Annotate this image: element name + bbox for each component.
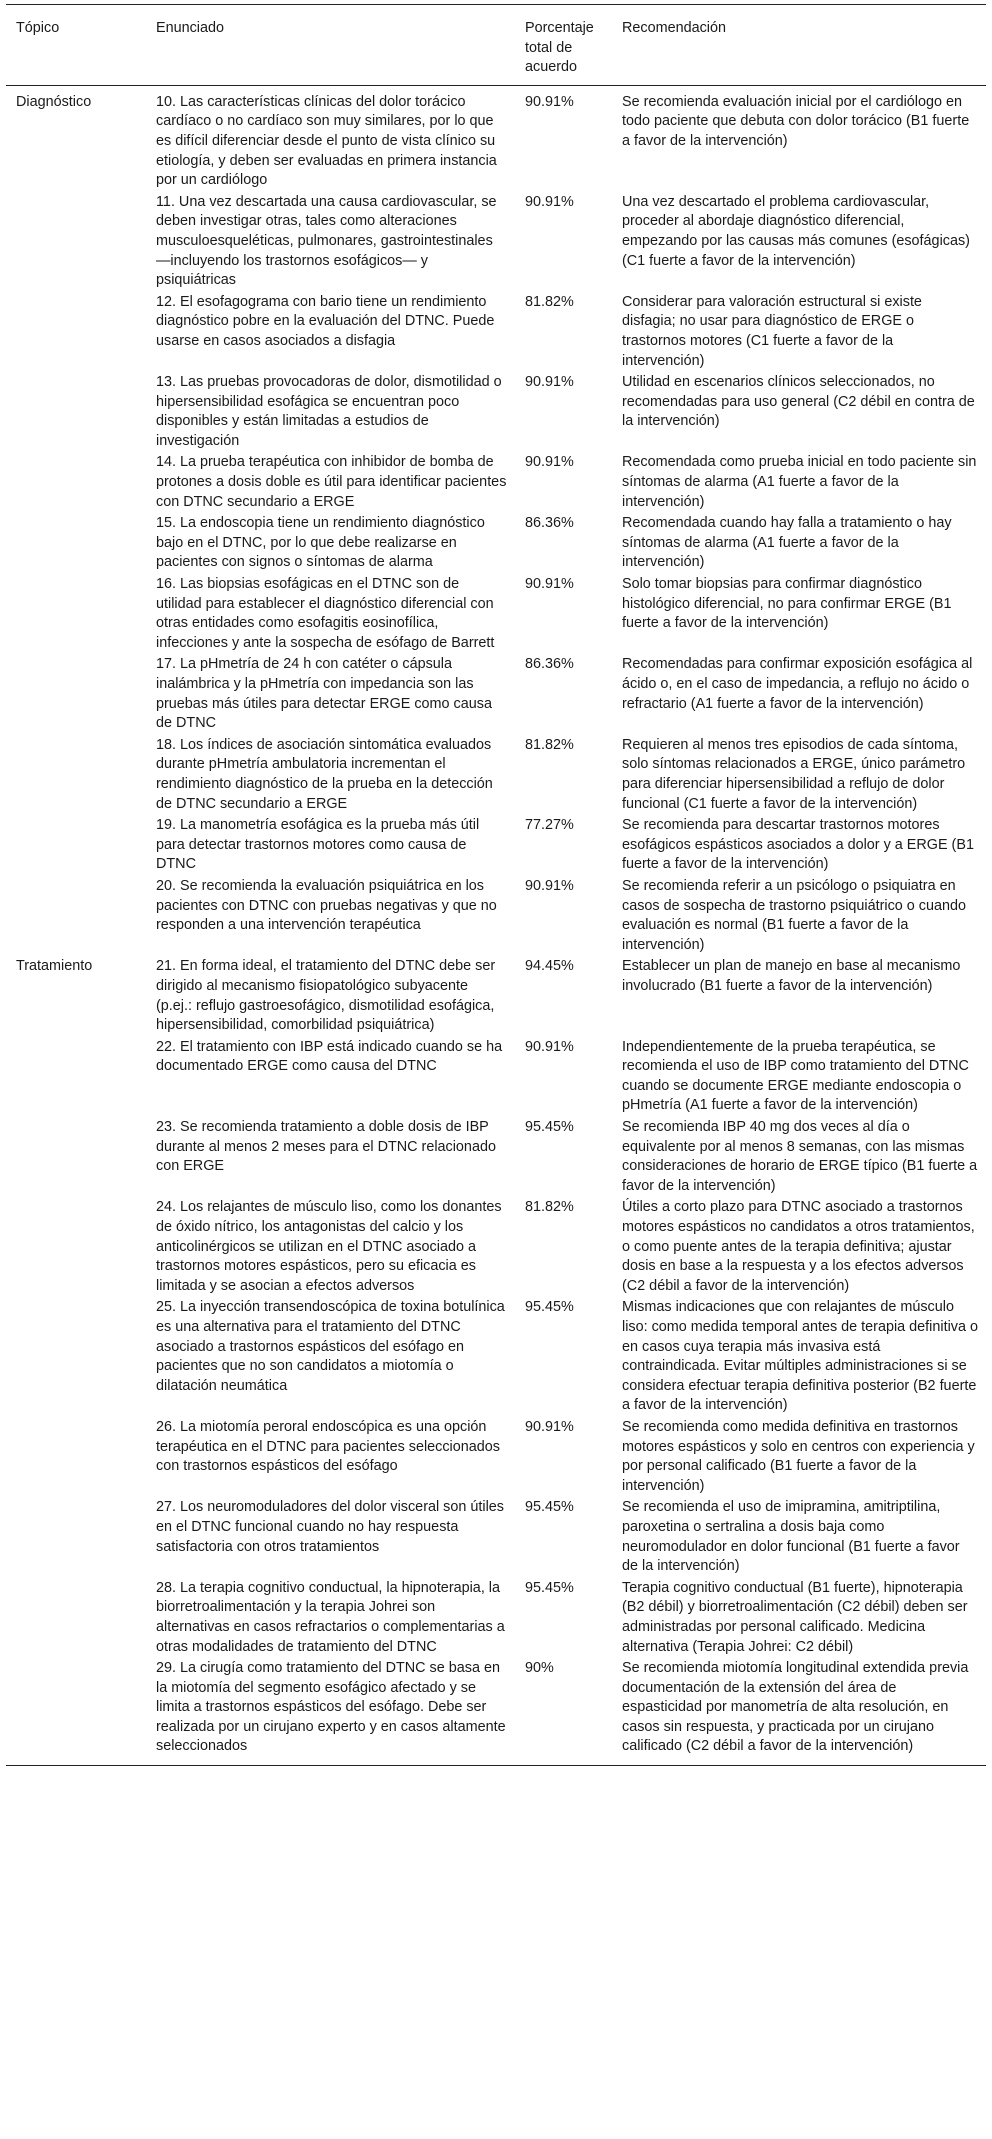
table-row — [6, 1497, 986, 1577]
cell-recommendation: Mismas indicaciones que con relajantes de músculo liso: como medida temporal antes de terapia definitiva o en casos cuya terapia más invasiva está contraindicada. Evitar múltiples administraciones si se considera efectuar terapia definitiva posterior (B2 fuerte a favor de la intervención) — [622, 1299, 978, 1414]
table-row — [6, 372, 986, 452]
cell-agreement: 95.45% — [525, 1299, 574, 1316]
cell-recommendation: Se recomienda el uso de imipramina, amitriptilina, paroxetina o sertralina a dosis baja como neuromodulador en dolor funcional (B1 fuerte a favor de la intervención) — [622, 1499, 960, 1575]
cell-statement: 13. Las pruebas provocadoras de dolor, dismotilidad o hipersensibilidad esofágica se encuentran poco disponibles y están limitadas a estudios de investigación — [156, 374, 502, 449]
cell-topic — [6, 372, 146, 452]
cell-topic — [6, 1417, 146, 1497]
cell-topic — [6, 192, 146, 292]
cell-statement: 28. La terapia cognitivo conductual, la hipnoterapia, la biorretroalimentación y la terapia Johrei son alternativas en casos refractarios o complementarias a otras modalidades de tratamiento del DTNC — [156, 1579, 505, 1655]
cell-recommendation: Recomendada como prueba inicial en todo paciente sin síntomas de alarma (A1 fuerte a favor de la intervención) — [622, 454, 977, 510]
cell-agreement: 90% — [515, 1658, 612, 1765]
cell-agreement: 81.82% — [525, 736, 574, 753]
cell-statement: 10. Las características clínicas del dolor torácico cardíaco o no cardíaco son muy similares, por lo que es difícil diferenciar desde el punto de vista clínico su etiología, y deben ser evaluadas en primera instancia por un cardiólogo — [156, 93, 497, 189]
cell-recommendation: Se recomienda evaluación inicial por el cardiólogo en todo paciente que debuta con dolor torácico (B1 fuerte a favor de la intervención) — [622, 93, 970, 149]
cell-topic — [6, 292, 146, 372]
cell-agreement: 90.91% — [525, 374, 574, 391]
table-row — [6, 1297, 986, 1417]
cell-recommendation: Recomendadas para confirmar exposición esofágica al ácido o, en el caso de impedancia, a reflujo no ácido o refractario (A1 fuerte a favor de la intervención) — [622, 656, 973, 712]
header-row — [6, 5, 986, 86]
cell-topic: Diagnóstico — [16, 93, 92, 110]
table-row — [6, 956, 986, 1036]
cell-recommendation: Una vez descartado el problema cardiovascular, proceder al abordaje diagnóstico diferencial, empezando por las causas más comunes (esofágicas) (C1 fuerte a favor de la intervención) — [622, 193, 970, 269]
cell-statement: 22. El tratamiento con IBP está indicado cuando se ha documentado ERGE como causa del DTNC — [156, 1038, 503, 1075]
table-row — [6, 735, 986, 815]
cell-statement: 20. Se recomienda la evaluación psiquiátrica en los pacientes con DTNC con pruebas negativas y que no responden a una intervención terapéutica — [156, 877, 497, 934]
cell-agreement: 86.36% — [525, 656, 574, 673]
cell-statement: 26. La miotomía peroral endoscópica es una opción terapéutica en el DTNC para pacientes seleccionados con trastornos espásticos del esófago — [156, 1418, 500, 1475]
cell-recommendation: Útiles a corto plazo para DTNC asociado a trastornos motores espásticos no candidatos a otros tratamientos, o como puente antes de la terapia definitiva; ajustar dosis en base a la respuesta y a los efectos adversos (C2 débil a favor de la intervención) — [622, 1199, 975, 1294]
header-recommendation: Recomendación — [612, 5, 986, 86]
cell-recommendation: Solo tomar biopsias para confirmar diagnóstico histológico diferencial, no para confirmar ERGE (B1 fuerte a favor de la intervención) — [622, 576, 952, 632]
table-row — [6, 815, 986, 876]
table-row — [6, 1197, 986, 1297]
cell-recommendation: Se recomienda como medida definitiva en trastornos motores espásticos y solo en centros con experiencia y por personal calificado (B1 fuerte a favor de la intervención) — [622, 1418, 975, 1494]
cell-statement: 12. El esofagograma con bario tiene un rendimiento diagnóstico pobre en la evaluación del DTNC. Puede usarse en casos asociados a disfagia — [156, 293, 495, 349]
cell-statement: 15. La endoscopia tiene un rendimiento diagnóstico bajo en el DTNC, por lo que debe realizarse en pacientes con signos o síntomas de alarma — [156, 515, 485, 571]
cell-statement: 16. Las biopsias esofágicas en el DTNC son de utilidad para establecer el diagnóstico diferencial con otras entidades como esofagitis eosinofílica, infecciones y ante la sospecha de esófago de Barrett — [156, 576, 495, 651]
cell-topic — [6, 654, 146, 734]
table-row — [6, 1417, 986, 1497]
cell-topic — [6, 735, 146, 815]
cell-agreement: 90.91% — [525, 93, 574, 110]
header-agreement: Porcentaje total de acuerdo — [515, 5, 612, 86]
cell-recommendation: Se recomienda referir a un psicólogo o psiquiatra en casos de sospecha de trastorno psiquiátrico o cuando evaluación es normal (B1 fuerte a favor de la intervención) — [622, 877, 966, 953]
cell-agreement: 90.91% — [525, 1038, 574, 1055]
cell-agreement: 86.36% — [525, 515, 574, 532]
cell-recommendation: Considerar para valoración estructural si existe disfagia; no usar para diagnóstico de ERGE o trastornos motores (C1 fuerte a favor de la intervención) — [622, 293, 922, 369]
cell-agreement: 81.82% — [525, 1199, 574, 1216]
cell-statement: 25. La inyección transendoscópica de toxina botulínica es una alternativa para el tratamiento del DTNC asociado a trastornos espásticos del esófago en pacientes que no son candidatos a miotomía o dilatación neumática — [156, 1299, 505, 1394]
cell-agreement: 95.45% — [525, 1499, 574, 1516]
cell-topic: Tratamiento — [16, 958, 93, 975]
cell-statement: 19. La manometría esofágica es la prueba más útil para detectar trastornos motores como causa de DTNC — [156, 817, 480, 873]
table-row — [6, 452, 986, 513]
table-row — [6, 574, 986, 654]
table-row — [6, 654, 986, 734]
cell-agreement: 95.45% — [525, 1579, 574, 1596]
cell-topic — [6, 815, 146, 876]
cell-agreement: 81.82% — [525, 293, 574, 310]
cell-statement: 14. La prueba terapéutica con inhibidor de bomba de protones a dosis doble es útil para identificar pacientes con DTNC secundario a ERGE — [156, 454, 507, 510]
cell-recommendation: Se recomienda miotomía longitudinal extendida previa documentación de la extensión del área de espasticidad por manometría de alta resolución, en casos sin respuesta, y practicada por un cirujano calificado (C2 débil a favor de la intervención) — [612, 1658, 986, 1765]
cell-agreement: 94.45% — [525, 958, 574, 975]
table-row — [6, 1658, 986, 1765]
cell-recommendation: Establecer un plan de manejo en base al mecanismo involucrado (B1 fuerte a favor de la intervención) — [622, 958, 961, 994]
table-body — [6, 85, 986, 1765]
table-row — [6, 1578, 986, 1658]
header-topic: Tópico — [6, 5, 146, 86]
table-row — [6, 513, 986, 574]
cell-recommendation: Recomendada cuando hay falla a tratamiento o hay síntomas de alarma (A1 fuerte a favor de la intervención) — [622, 515, 952, 571]
cell-topic — [6, 574, 146, 654]
table-row — [6, 85, 986, 191]
cell-recommendation: Se recomienda IBP 40 mg dos veces al día o equivalente por al menos 8 semanas, con las mismas consideraciones de horario de ERGE típico (B1 fuerte a favor de la intervención) — [622, 1119, 978, 1194]
cell-topic — [6, 1497, 146, 1577]
cell-topic — [6, 1297, 146, 1417]
cell-statement: 21. En forma ideal, el tratamiento del DTNC debe ser dirigido al mecanismo fisiopatológico subyacente (p.ej.: reflujo gastroesofágico, dismotilidad esofágica, hipersensibilidad, comorbilidad psiquiátrica) — [156, 958, 496, 1034]
cell-recommendation: Independientemente de la prueba terapéutica, se recomienda el uso de IBP como tratamiento del DTNC cuando se documente ERGE mediante endoscopia o pHmetría (A1 fuerte a favor de la intervención) — [622, 1038, 969, 1114]
cell-agreement: 90.91% — [525, 877, 574, 894]
cell-topic — [6, 1578, 146, 1658]
cell-topic — [6, 513, 146, 574]
cell-topic — [6, 1117, 146, 1197]
cell-recommendation: Requieren al menos tres episodios de cada síntoma, solo síntomas relacionados a ERGE, único parámetro para diferenciar hipersensibilidad a reflujo de dolor funcional (C1 fuerte a favor de la intervención) — [622, 736, 966, 812]
cell-agreement: 90.91% — [525, 576, 574, 593]
cell-statement: 23. Se recomienda tratamiento a doble dosis de IBP durante al menos 2 meses para el DTNC relacionado con ERGE — [156, 1119, 496, 1175]
cell-topic — [6, 876, 146, 956]
table-row — [6, 192, 986, 292]
cell-topic — [6, 1197, 146, 1297]
consensus-table — [6, 4, 986, 1766]
cell-statement: 24. Los relajantes de músculo liso, como los donantes de óxido nítrico, los antagonistas del calcio y los anticolinérgicos se utilizan en el DTNC asociado a trastornos motores espásticos, pero su eficacia es limitada y se asocian a efectos adversos — [156, 1199, 502, 1294]
cell-statement: 17. La pHmetría de 24 h con catéter o cápsula inalámbrica y la pHmetría con impedancia son las pruebas más útiles para detectar ERGE como causa de DTNC — [156, 656, 492, 732]
cell-topic — [6, 452, 146, 513]
cell-topic — [6, 1658, 146, 1765]
table-row — [6, 1037, 986, 1117]
cell-statement: 18. Los índices de asociación sintomática evaluados durante pHmetría ambulatoria incrementan el rendimiento diagnóstico de la prueba en la detección de DTNC secundario a ERGE — [156, 736, 493, 812]
cell-statement: 11. Una vez descartada una causa cardiovascular, se deben investigar otras, tales como alteraciones musculoesqueléticas, pulmonares, gastrointestinales —incluyendo los trastornos esofágicos— y psiquiátricas — [156, 193, 497, 289]
table-header — [6, 5, 986, 86]
header-statement: Enunciado — [146, 5, 515, 86]
cell-agreement: 77.27% — [525, 817, 574, 834]
cell-agreement: 90.91% — [525, 454, 574, 471]
cell-recommendation: Terapia cognitivo conductual (B1 fuerte), hipnoterapia (B2 débil) y biorretroalimentación (C2 débil) deben ser administradas por personal calificado. Medicina alternativa (Terapia Johrei: C2 débil) — [622, 1579, 968, 1655]
cell-recommendation: Utilidad en escenarios clínicos seleccionados, no recomendadas para uso general (C2 débil en contra de la intervención) — [622, 374, 975, 430]
cell-statement: 27. Los neuromoduladores del dolor visceral son útiles en el DTNC funcional cuando no hay respuesta satisfactoria con otros tratamientos — [156, 1499, 504, 1555]
cell-recommendation: Se recomienda para descartar trastornos motores esofágicos espásticos asociados a dolor y a ERGE (B1 fuerte a favor de la intervención) — [622, 817, 974, 873]
table-row — [6, 292, 986, 372]
cell-agreement: 95.45% — [525, 1119, 574, 1136]
cell-agreement: 90.91% — [525, 1418, 574, 1435]
table-row — [6, 1117, 986, 1197]
cell-agreement: 90.91% — [525, 193, 574, 210]
cell-topic — [6, 1037, 146, 1117]
table-row — [6, 876, 986, 956]
cell-statement: 29. La cirugía como tratamiento del DTNC se basa en la miotomía del segmento esofágico afectado y se limita a trastornos espásticos del esófago. Debe ser realizada por un cirujano experto y en casos altamente seleccionados — [146, 1658, 515, 1765]
